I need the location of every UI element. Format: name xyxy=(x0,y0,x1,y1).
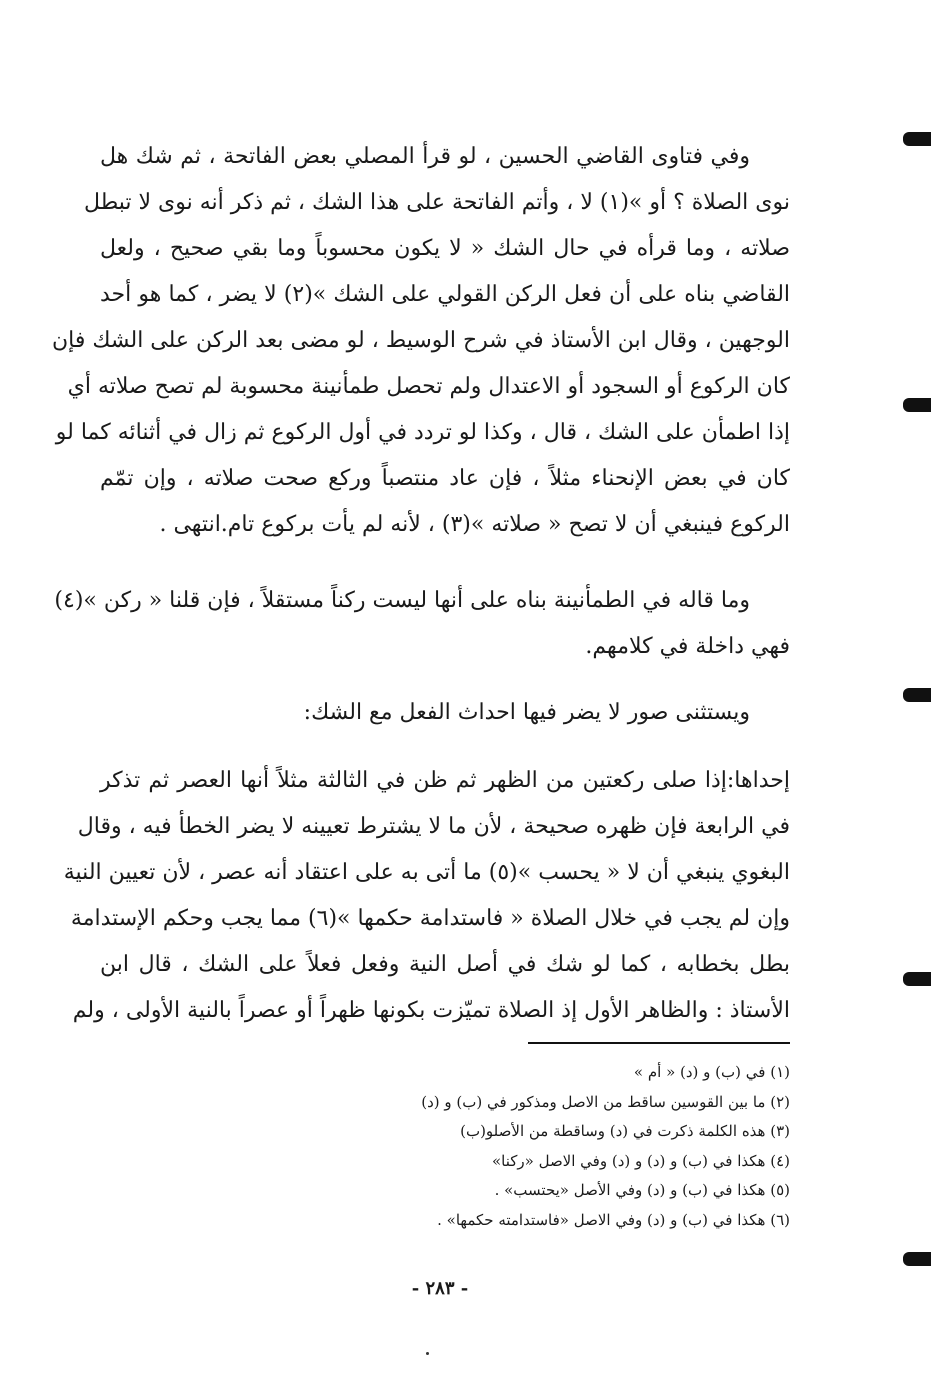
text-line: وما قاله في الطمأنينة بناه على أنها ليست ركناً مستقلاً ، فإن قلنا « ركن »(٤) xyxy=(54,588,750,613)
text-line: كان الركوع أو السجود أو الاعتدال ولم تحصل طمأنينة محسوبة لم تصح صلاته أي xyxy=(67,374,790,399)
text-line: وفي فتاوى القاضي الحسين ، لو قرأ المصلي بعض الفاتحة ، ثم شك هل xyxy=(100,144,750,169)
page-number: - ٢٨٣ - xyxy=(411,1278,469,1299)
text-line: القاضي بناه على أن فعل الركن القولي على الشك »(٢) لا يضر ، كما هو أحد xyxy=(100,282,791,307)
paragraph-2 xyxy=(54,578,790,670)
text-line: نوى الصلاة ؟ أو »(١) لا ، وأتم الفاتحة على هذا الشك ، ثم ذكر أنه نوى لا تبطل xyxy=(84,190,790,215)
text-line: ويستثنى صور لا يضر فيها احداث الفعل مع الشك: xyxy=(303,700,750,725)
footnote-divider xyxy=(528,1042,790,1044)
text-line: الركوع فينبغي أن لا تصح « صلاته »(٣) ، لأنه لم يأت بركوع تام.انتهى . xyxy=(159,512,790,537)
paragraph-3 xyxy=(100,690,790,736)
scan-edge-mark xyxy=(903,688,931,702)
text-line: وإن لم يجب في خلال الصلاة « فاستدامة حكمها »(٦) مما يجب وحكم الإستدامة xyxy=(70,906,790,931)
paragraph-1 xyxy=(51,134,791,548)
text-line: إذا اطمأن على الشك ، قال ، وكذا لو تردد في أول الركوع ثم زال في أثنائه كما لو xyxy=(55,420,790,445)
scan-edge-mark xyxy=(903,132,931,146)
scan-edge-mark xyxy=(903,1252,931,1266)
footnote: (٢) ما بين القوسين ساقط من الاصل ومذكور في (ب) و (د) xyxy=(421,1092,790,1111)
text-line: فهي داخلة في كلامهم. xyxy=(585,634,790,659)
text-line: البغوي ينبغي أن لا « يحسب »(٥) ما أتى به على اعتقاد أنه عصر ، لأن تعيين النية xyxy=(63,860,790,885)
text-line: صلاته ، وما قرأه في حال الشك « لا يكون محسوباً وما بقي صحيح ، ولعل xyxy=(100,236,790,261)
text-line: بطل بخطابه ، كما لو شك في أصل النية وفعل فعلاً على الشك ، قال ابن xyxy=(100,952,790,977)
text-line: كان في بعض الإنحناء مثلاً ، فإن عاد منتصباً وركع صحت صلاته ، وإن تمّم xyxy=(100,466,790,491)
text-line: إحداها:إذا صلى ركعتين من الظهر ثم ظن في الثالثة مثلاً أنها العصر ثم تذكر xyxy=(100,768,790,793)
footnote: (١) في (ب) و (د) « أم » xyxy=(633,1063,790,1081)
paragraph-4 xyxy=(63,758,790,1034)
text-line: الوجهين ، وقال ابن الأستاذ في شرح الوسيط ، لو مضى بعد الركن على الشك فإن xyxy=(51,328,790,353)
footnotes xyxy=(300,1058,790,1235)
footnote: (٣) هذه الكلمة ذكرت في (د) وساقطة من الأصلو(ب) xyxy=(460,1122,790,1140)
scan-edge-mark xyxy=(903,398,931,412)
footnote: (٤) هكذا في (ب) و (د) و (د) وفي الاصل «ركنا» xyxy=(491,1151,790,1170)
text-line: في الرابعة فإن ظهره صحيحة ، لأن ما لا يشترط تعيينه لا يضر الخطأ فيه ، وقال xyxy=(77,814,790,839)
scan-edge-mark xyxy=(903,972,931,986)
text-line: الأستاذ : والظاهر الأول إذ الصلاة تميّزت بكونها ظهراً أو عصراً بالنية الأولى ، ولم xyxy=(72,998,790,1023)
scan-speck xyxy=(426,1352,429,1355)
footnote: (٥) هكذا في (ب) و (د) وفي الأصل «يحتسب» . xyxy=(494,1181,790,1199)
footnote: (٦) هكذا في (ب) و (د) وفي الاصل «فاستدامته حكمها» . xyxy=(437,1210,790,1229)
